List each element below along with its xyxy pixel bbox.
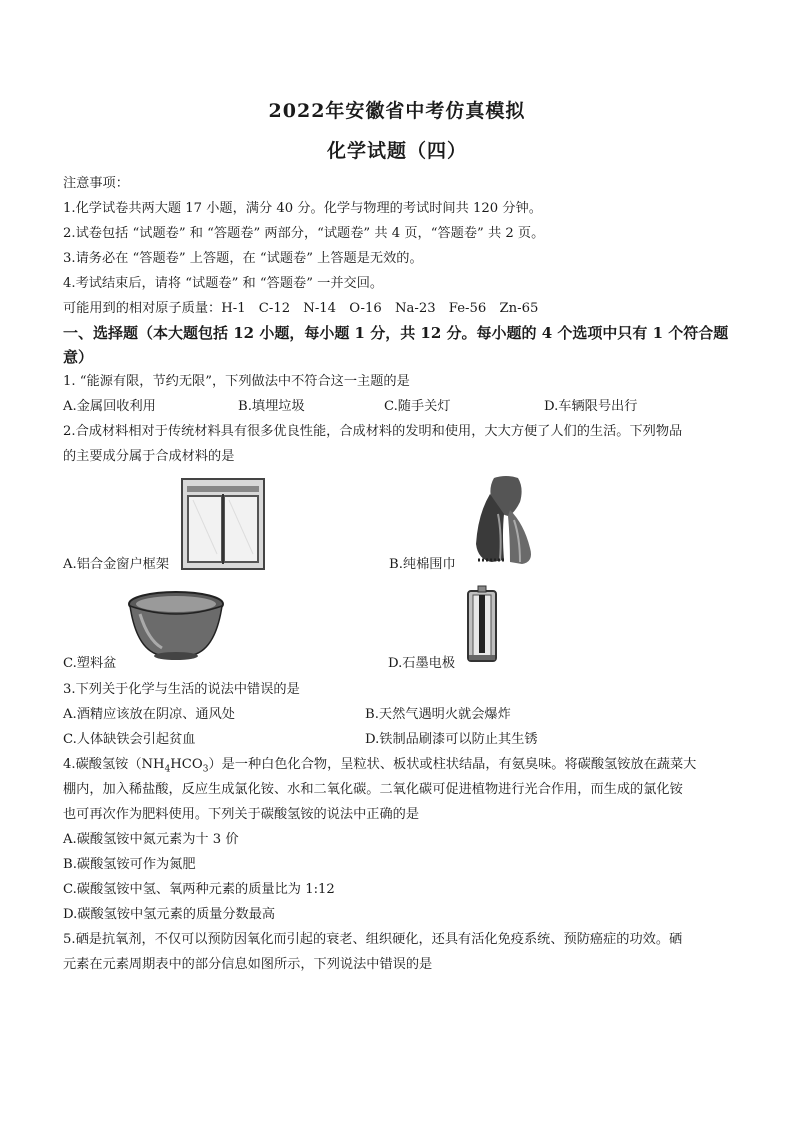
section-1-heading: 一、选择题（本大题包括 12 小题，每小题 1 分，共 12 分。每小题的 4 个选项中只有 1 个符合题意） <box>63 324 729 366</box>
q1-option-a: A.金属回收利用 <box>63 399 156 414</box>
q3-option-c: C.人体缺铁会引起贫血 <box>63 732 196 747</box>
q1-option-c: C.随手关灯 <box>384 399 451 414</box>
aluminum-window-image <box>181 478 265 570</box>
q1-stem: 1. “能源有限，节约无限”，下列做法中不符合这一主题的是 <box>63 374 410 389</box>
q2-option-b: B.纯棉围巾 <box>389 557 456 572</box>
q4-stem-line2: 棚内，加入稀盐酸，反应生成氯化铵、水和二氧化碳。二氧化碳可促进植物进行光合作用，而生成的氯化铵 <box>63 782 683 797</box>
q1-option-d: D.车辆限号出行 <box>544 399 638 414</box>
q3-option-a: A.酒精应该放在阴凉、通风处 <box>63 707 235 722</box>
notice-heading: 注意事项： <box>63 176 129 191</box>
q4-option-a: A.碳酸氢铵中氮元素为十 3 价 <box>63 832 239 847</box>
graphite-electrode-image <box>465 585 499 665</box>
q5-stem-line1: 5.硒是抗氧剂，不仅可以预防因氧化而引起的衰老、组织硬化，还具有活化免疫系统、预防癌症的功效。硒 <box>63 932 683 947</box>
q4-option-c: C.碳酸氢铵中氢、氧两种元素的质量比为 1:12 <box>63 882 335 897</box>
q4-option-b: B.碳酸氢铵可作为氮肥 <box>63 857 196 872</box>
q4-stem-line1: 4.碳酸氢铵$(NH_4HCO_3)$是一种白色化合物，呈粒状、板状或柱状结晶，有氨臭味。将碳酸氢铵放在蔬菜大 <box>63 757 697 775</box>
q2-stem-line2: 的主要成分属于合成材料的是 <box>63 449 235 464</box>
notice-item-4: 4.考试结束后，请将 “试题卷” 和 “答题卷” 一并交回。 <box>63 276 384 291</box>
notice-item-2: 2.试卷包括 “试题卷” 和 “答题卷” 两部分，“试题卷” 共 4 页，“答题卷” 共 2 页。 <box>63 226 545 241</box>
exam-subtitle: 化学试题（四） <box>326 140 467 162</box>
q4-option-d: D.碳酸氢铵中氢元素的质量分数最高 <box>63 907 276 922</box>
q2-option-c: C.塑料盆 <box>63 656 117 671</box>
q2-option-d: D.石墨电极 <box>388 656 456 671</box>
atomic-masses: 可能用到的相对原子质量：H-1 C-12 N-14 O-16 Na-23 Fe-56 Zn-65 <box>63 301 539 316</box>
q2-stem-line1: 2.合成材料相对于传统材料具有很多优良性能，合成材料的发明和使用，大大方便了人们的生活。下列物品 <box>63 424 683 439</box>
q1-option-b: B.填埋垃圾 <box>238 399 305 414</box>
q2-option-a: A.铝合金窗户框架 <box>63 557 170 572</box>
q3-option-d: D.铁制品刷漆可以防止其生锈 <box>365 732 538 747</box>
q3-stem: 3.下列关于化学与生活的说法中错误的是 <box>63 682 300 697</box>
q3-option-b: B.天然气遇明火就会爆炸 <box>365 707 511 722</box>
q5-stem-line2: 元素在元素周期表中的部分信息如图所示，下列说法中错误的是 <box>63 957 433 972</box>
cotton-scarf-image <box>464 474 548 566</box>
exam-title: 2022年安徽省中考仿真模拟 <box>268 100 526 122</box>
notice-item-1: 1.化学试卷共两大题 17 小题，满分 40 分。化学与物理的考试时间共 120 分钟。 <box>63 201 542 216</box>
plastic-basin-image <box>126 590 226 662</box>
q4-stem-line3: 也可再次作为肥料使用。下列关于碳酸氢铵的说法中正确的是 <box>63 807 420 822</box>
notice-item-3: 3.请务必在 “答题卷” 上答题，在 “试题卷” 上答题是无效的。 <box>63 251 423 266</box>
